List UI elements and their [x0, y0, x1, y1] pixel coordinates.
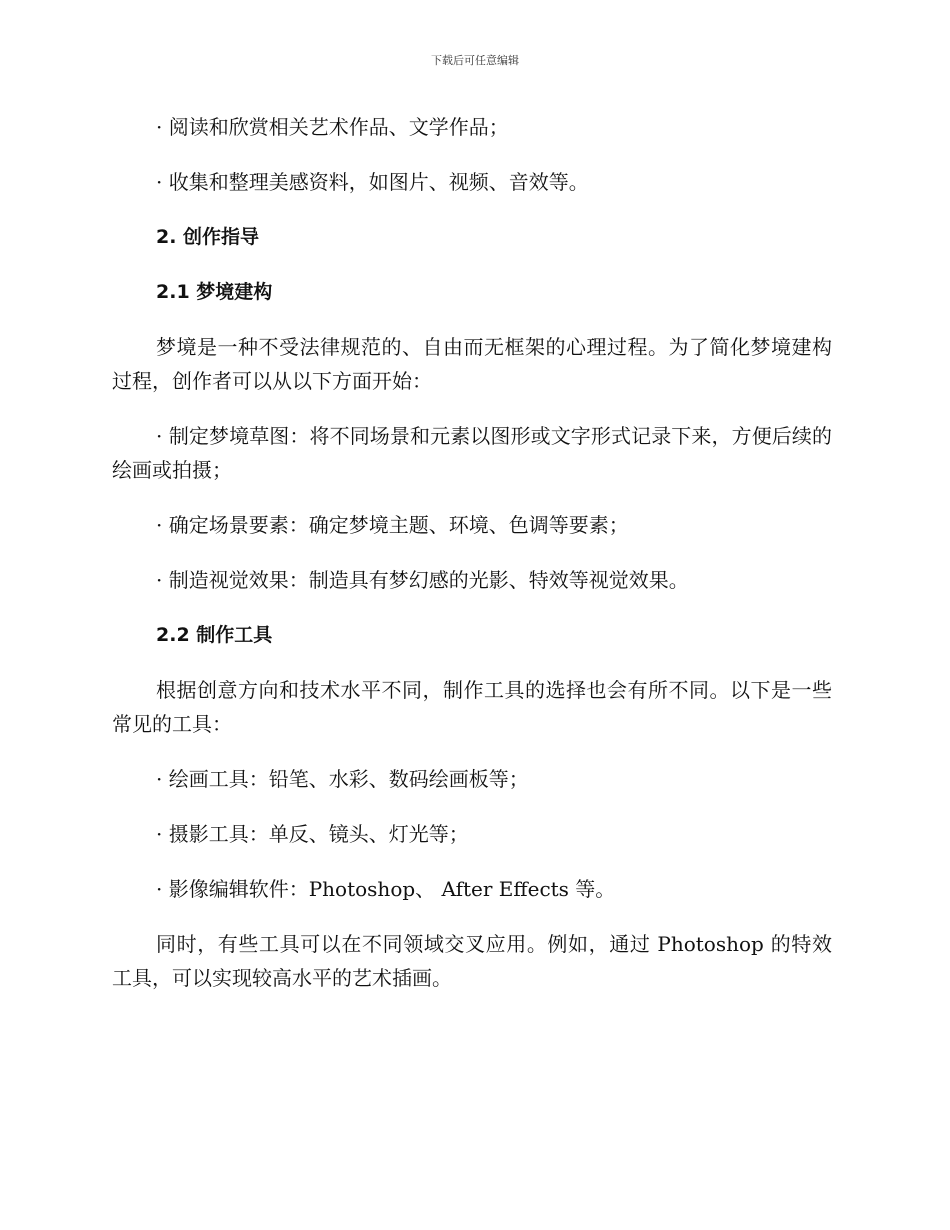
bullet-dream-sketch: · 制定梦境草图：将不同场景和元素以图形或文字形式记录下来，方便后续的绘画或拍摄； [112, 424, 832, 482]
bullet-collect-materials: · 收集和整理美感资料，如图片、视频、音效等。 [156, 170, 589, 194]
bullet-editing-software: · 影像编辑软件：Photoshop、 After Effects 等。 [156, 877, 616, 901]
bullet-drawing-tools: · 绘画工具：铅笔、水彩、数码绘画板等； [156, 767, 529, 791]
bullet-read-art: · 阅读和欣赏相关艺术作品、文学作品； [156, 115, 509, 139]
paragraph-dream-intro: 梦境是一种不受法律规范的、自由而无框架的心理过程。为了简化梦境建构过程，创作者可以从以下方面开始： [112, 335, 832, 393]
section-heading-creation-guide: 2. 创作指导 [156, 226, 260, 248]
bullet-scene-elements: · 确定场景要素：确定梦境主题、环境、色调等要素； [156, 513, 629, 537]
paragraph-cross-use: 同时，有些工具可以在不同领域交叉应用。例如，通过 Photoshop 的特效工具，可以实现较高水平的艺术插画。 [112, 932, 832, 990]
bullet-photo-tools: · 摄影工具：单反、镜头、灯光等； [156, 822, 469, 846]
paragraph-tools-intro: 根据创意方向和技术水平不同，制作工具的选择也会有所不同。以下是一些常见的工具： [112, 678, 832, 736]
page-header: 下载后可任意编辑 [431, 54, 519, 67]
subsection-heading-dream-construction: 2.1 梦境建构 [156, 281, 273, 303]
subsection-heading-tools: 2.2 制作工具 [156, 624, 273, 646]
bullet-visual-effects: · 制造视觉效果：制造具有梦幻感的光影、特效等视觉效果。 [156, 568, 689, 592]
page-body [112, 110, 832, 1016]
